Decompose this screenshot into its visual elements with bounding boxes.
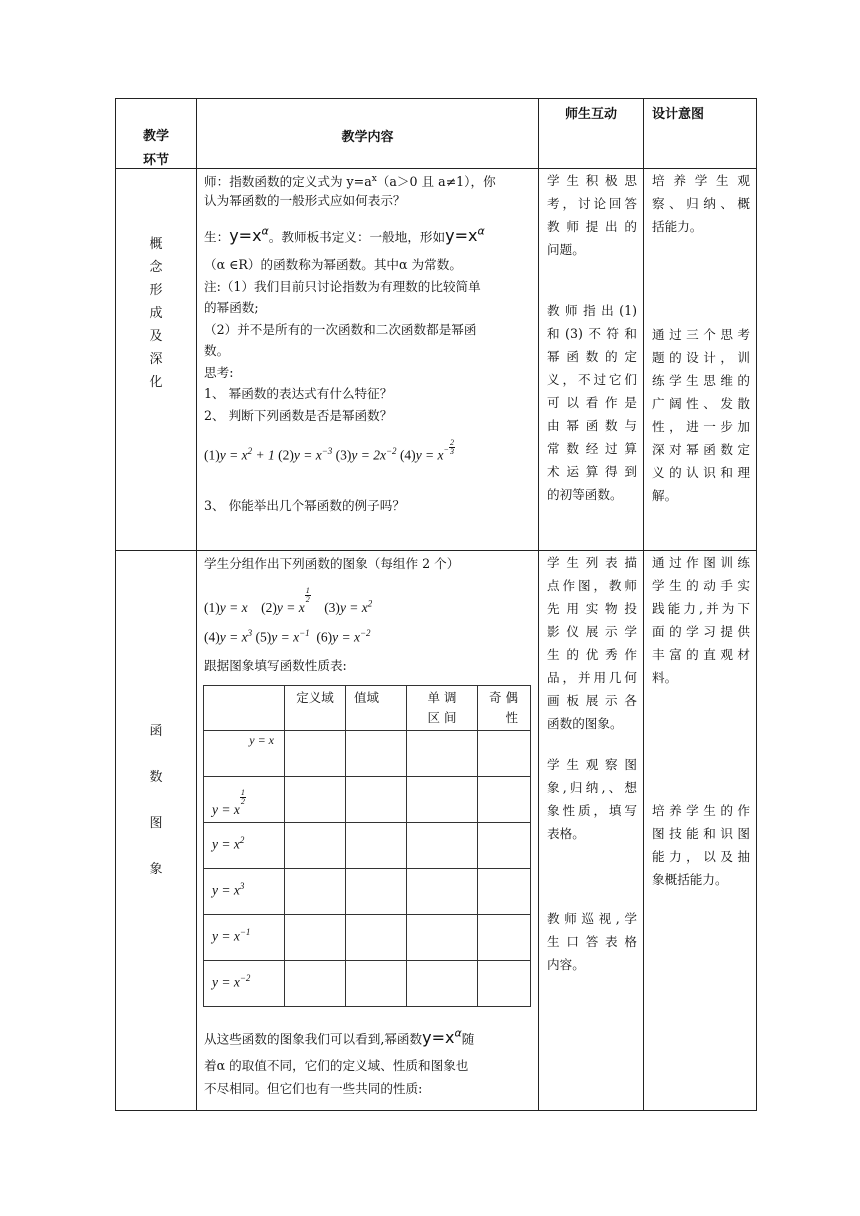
- section1-stage: [116, 233, 196, 394]
- content-line: 思考:: [204, 365, 234, 380]
- stage-char: 图: [149, 816, 163, 831]
- lesson-plan-table: [115, 98, 757, 1111]
- section2-interaction-note: 学生观察图 象,归纳,、想 象性质，填写 表格。: [547, 757, 637, 841]
- header-interaction: 师生互动: [564, 107, 617, 122]
- content-line: 跟据图象填写函数性质表:: [204, 658, 347, 673]
- section2-interaction-tour: 教师巡视,学 生口答表格 内容。: [547, 911, 637, 972]
- props-row-label: y = x $\frac{1}{2}$: [204, 777, 285, 823]
- section2-intent-note: 培养学生的作 图技能和识图 能力，以及抽 象概括能力。: [652, 803, 750, 887]
- section1-intent-note: 通过三个思考 题的设计，训 练学生思维的 广阔性、发散 性，进一步加 深对幂函数定 义的认识和理 解。: [652, 327, 750, 503]
- section2-intent: 通过作图训练 学生的动手实 践能力,并为下 面的学习提供 丰富的直观材 料。: [652, 555, 750, 685]
- section1-interaction-cell: [539, 169, 644, 551]
- stage-char: 函: [149, 724, 163, 739]
- content-line: 不尽相同。但它们也有一些共同的性质:: [204, 1081, 423, 1096]
- content-line: 注:（1）我们目前只讨论指数为有理数的比较简单: [204, 279, 481, 294]
- section2-interaction-cell: [539, 551, 644, 1111]
- props-header-parity: 奇 偶 性: [478, 686, 531, 731]
- stage-char: 深: [149, 352, 163, 367]
- props-row-label: $y = x^{-1}$: [204, 915, 285, 961]
- stage-char: 形: [149, 283, 163, 298]
- header-intent: 设计意图: [652, 107, 705, 122]
- content-line: 数。: [204, 343, 230, 358]
- props-row-label: $y = x^3$: [204, 869, 285, 915]
- content-line: （α ∈R）的函数称为幂函数。其中α 为常数。: [204, 257, 462, 272]
- stage-char: 数: [149, 770, 163, 785]
- stage-char: 象: [149, 862, 163, 877]
- formula-row-1: (1)y = x (2)y = x $\frac{1}{2}$ $(3)y = x^2$: [204, 586, 373, 615]
- section1-content-cell: [197, 169, 539, 551]
- props-corner: [204, 686, 285, 731]
- content-line: 从这些函数的图象我们可以看到,幂函数$y=x^\alpha$随: [204, 1027, 475, 1048]
- formula-row-2: $(4)y = x^3$ $(5)y = x^{-1}$ $(6)y = x^{-2}$: [204, 628, 371, 645]
- content-line: 的幂函数;: [204, 300, 259, 315]
- section1-interaction: 学生积极思 考，讨论回答 教师提出的 问题。: [547, 173, 637, 257]
- header-stage: 教学 环节: [142, 129, 169, 168]
- props-row-label: $y = x^2$: [204, 823, 285, 869]
- content-line: 1、 幂函数的表达式有什么特征？: [204, 386, 393, 401]
- content-line: 生：$y=x^\alpha$。教师板书定义：一般地，形如$y=x^\alpha$: [204, 225, 485, 246]
- props-header-range: 值域: [346, 686, 407, 731]
- stage-char: 成: [149, 306, 163, 321]
- header-content-cell: [197, 99, 539, 169]
- content-line: （2）并不是所有的一次函数和二次函数都是幂函: [204, 322, 477, 337]
- content-line: 师：指数函数的定义式为 $y=a^x(a>0$ 且 a≠1），你: [204, 174, 496, 190]
- function-properties-table: [203, 685, 531, 1007]
- section1-interaction-note: 教师指出(1) 和(3)不符和 幂函数的定 义，不过它们 可以看作是 由幂函数与 常数经过算 术运算得到 的初等函数。: [547, 303, 637, 502]
- header-intent-cell: [644, 99, 757, 169]
- header-content: 教学内容: [341, 130, 394, 145]
- stage-char: 化: [149, 375, 163, 390]
- content-line: 学生分组作出下列函数的图象（每组作 2 个）: [204, 556, 460, 571]
- section2-content-cell: [197, 551, 539, 1111]
- section1-intent-cell: [644, 169, 757, 551]
- props-row-label: $y = x^{-2}$: [204, 961, 285, 1007]
- section2-stage: [116, 709, 196, 893]
- content-line: 着α 的取值不同，它们的定义域、性质和图象也: [204, 1058, 469, 1073]
- section2-interaction: 学生列表描 点作图，教师 先用实物投 影仪展示学 生的优秀作 品，并用几何 画板展示各 函数的图象。: [547, 555, 637, 731]
- props-header-monotonic: 单 调 区 间: [407, 686, 478, 731]
- props-row-label: y = x: [204, 731, 285, 777]
- header-stage-cell: [116, 99, 197, 169]
- section2-stage-cell: [116, 551, 197, 1111]
- formula-power-examples: $(1)y = x^2 + 1$ $(2)y = x^{-3}$ $(3)y = 2x^{-2}$ (4)y = x − $\frac{2}{3}$: [204, 438, 454, 463]
- content-line: 3、 你能举出几个幂函数的例子吗？: [204, 498, 405, 513]
- section1-stage-cell: [116, 169, 197, 551]
- section1-intent: 培养学生观 察、归纳、概 括能力。: [652, 173, 750, 234]
- stage-char: 及: [149, 329, 163, 344]
- content-line: 2、 判断下列函数是否是幂函数？: [204, 408, 393, 423]
- props-header-domain: 定义域: [285, 686, 346, 731]
- section2-intent-cell: [644, 551, 757, 1111]
- stage-char: 念: [149, 260, 163, 275]
- header-interaction-cell: [539, 99, 644, 169]
- content-line: 认为幂函数的一般形式应如何表示？: [204, 193, 406, 208]
- stage-char: 概: [149, 237, 163, 252]
